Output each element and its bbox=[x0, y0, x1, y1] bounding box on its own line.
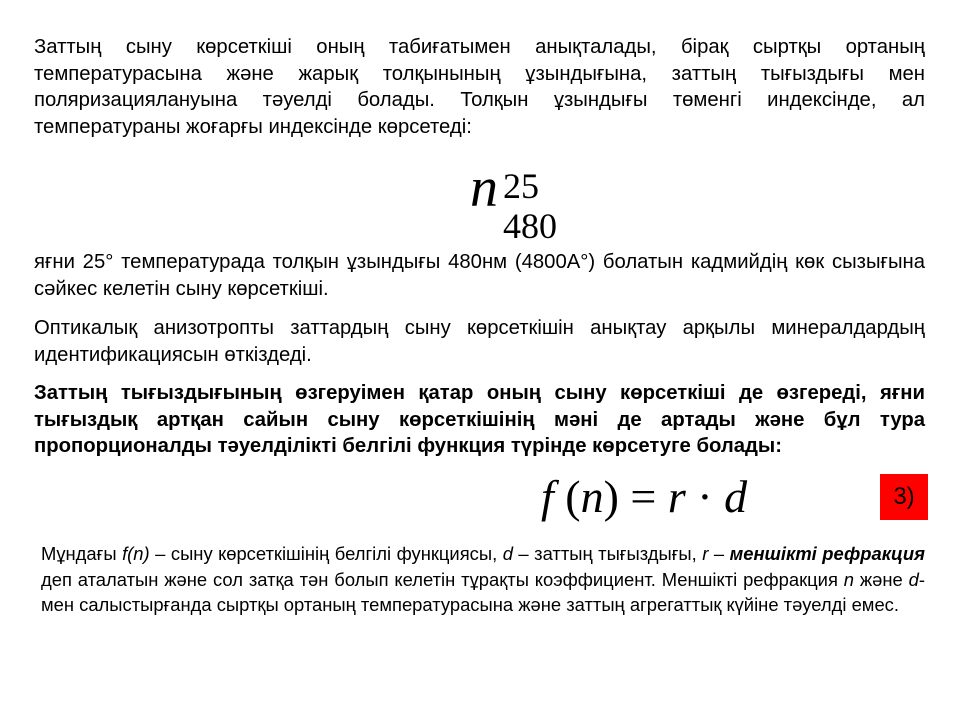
bold-paragraph: Заттың тығыздығының өзгеруімен қатар оның сыну көрсеткіші де өзгереді, яғни тығыздық артқан сайын сыну көрсеткішінің мәні де артады және бұл тура пропорционалды тәуелділікті белгілі функция түрінде көрсетуге болады: bbox=[34, 382, 925, 458]
definition-term: меншікті рефракция bbox=[729, 543, 925, 564]
formula-dot: · bbox=[685, 471, 725, 522]
definition-paragraph bbox=[41, 541, 925, 618]
intro-paragraph: Заттың сыну көрсеткіші оның табиғатымен анықталады, бірақ сыртқы ортаның температурасына және жарық толқынының ұзындығына, заттың тығыздығы мен поляризациялануына тәуелді болады. Толқын ұзындығы төменгі индексінде, ал температураны жоғарғы индексінде көрсетеді: bbox=[34, 36, 925, 138]
formula-close-equals: ) = bbox=[603, 471, 668, 522]
optical-paragraph: Оптикалық анизотропты заттардың сыну көрсеткішін анықтау арқылы минералдардың идентификациясын өткіздеді. bbox=[34, 317, 925, 366]
definition-text: және bbox=[854, 568, 909, 590]
definition-text: -мен салыстырғанда сыртқы ортаның температурасына және заттың агрегаттық күйіне тәуелді емес. bbox=[41, 568, 925, 615]
definition-r: r bbox=[702, 543, 709, 564]
slide-number-badge: 3) bbox=[880, 474, 928, 520]
definition-text: – сыну көрсеткішінің белгілі функциясы, bbox=[149, 543, 503, 564]
formula-n-var: n bbox=[580, 471, 604, 522]
formula-r-var: r bbox=[667, 471, 686, 522]
formula-temperature-superscript: 25 bbox=[503, 166, 539, 206]
formula-f-symbol: f bbox=[541, 471, 554, 522]
formula-wavelength-subscript: 480 bbox=[503, 206, 557, 246]
formula-open-paren: ( bbox=[553, 471, 581, 522]
definition-d: d bbox=[908, 568, 919, 590]
definition-d: d bbox=[502, 543, 513, 564]
definition-fn: f(n) bbox=[122, 543, 150, 564]
definition-text: Мұндағы bbox=[41, 543, 123, 564]
definition-text: – заттың тығыздығы, bbox=[512, 543, 703, 564]
definition-text: – bbox=[708, 543, 730, 564]
formula-d-var: d bbox=[724, 471, 748, 522]
formula-function bbox=[541, 471, 748, 522]
explanation-paragraph: яғни 25° температурада толқын ұзындығы 480нм (4800А°) болатын кадмийдің көк сызығына сәйкес келетін сыну көрсеткіші. bbox=[34, 251, 925, 300]
definition-text: деп аталатын және сол затқа тән болып келетін тұрақты коэффициент. Меншікті рефракция bbox=[41, 568, 844, 590]
formula-n-symbol: n bbox=[470, 157, 498, 219]
definition-n: n bbox=[843, 568, 855, 590]
